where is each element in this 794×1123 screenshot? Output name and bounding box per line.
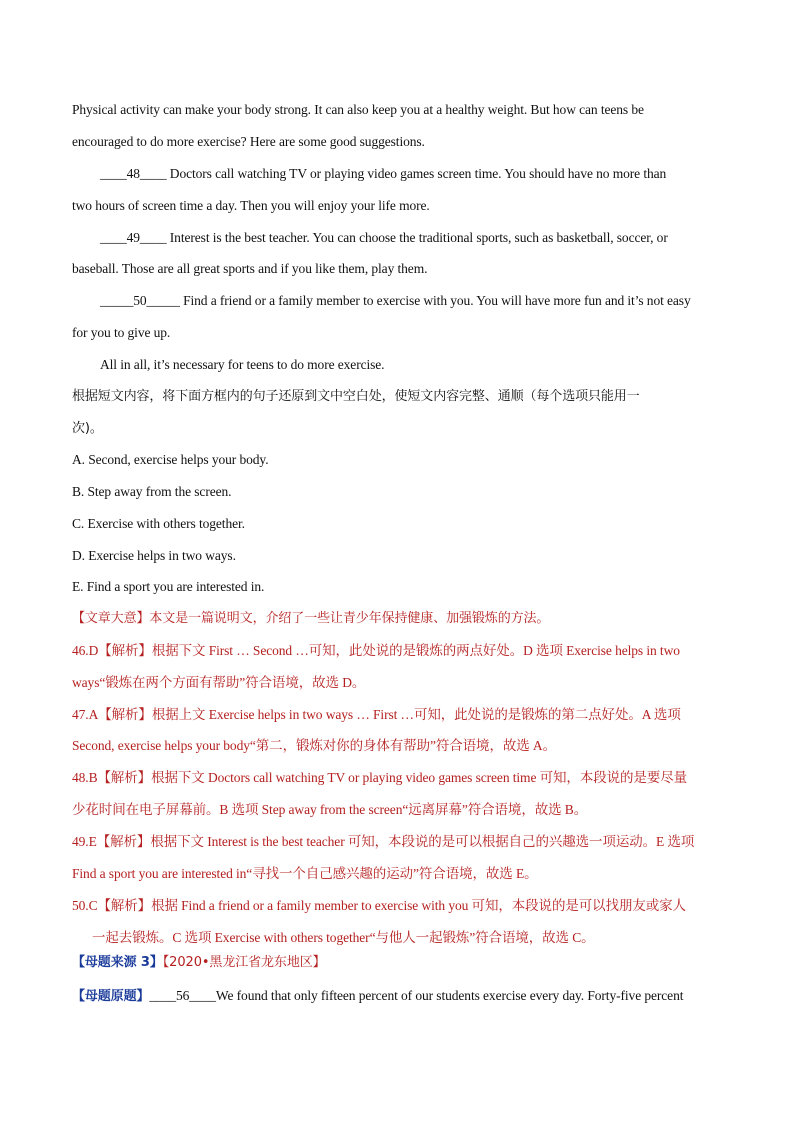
instruction: 次)。 [72, 421, 103, 436]
summary-text: 本文是一篇说明文，介绍了一些让青少年保持健康、加强锻炼的方法。 [149, 611, 550, 626]
option-c: C. Exercise with others together. [72, 516, 245, 531]
passage-line: Physical activity can make your body strong. It can also keep you at a healthy weight. But how can teens be [72, 102, 644, 117]
paragraph-49 [100, 228, 714, 248]
source-tag: 【母题来源 3】 [72, 955, 163, 970]
passage-line: encouraged to do more exercise? Here are some good suggestions. [72, 134, 425, 149]
option-d: D. Exercise helps in two ways. [72, 548, 236, 563]
original-question [72, 986, 714, 1007]
source-region: 【2020•黑龙江省龙东地区】 [162, 955, 326, 970]
blank-56: ____56____ [149, 988, 216, 1003]
paragraph-48 [100, 164, 714, 184]
summary-tag: 【文章大意】 [72, 611, 150, 626]
passage-line: for you to give up. [72, 325, 171, 340]
option-e: E. Find a sport you are interested in. [72, 579, 265, 594]
paragraph-text: Doctors call watching TV or playing video games screen time. You should have no more than [166, 166, 667, 181]
instruction: 根据短文内容，将下面方框内的句子还原到文中空白处，使短文内容完整、通顺（每个选项只能用一 [72, 389, 640, 404]
option-a: A. Second, exercise helps your body. [72, 452, 269, 467]
analysis-49: Find a sport you are interested in“寻找一个自己感兴趣的运动”符合语境，故选 E。 [72, 866, 538, 881]
original-text: We found that only fifteen percent of our students exercise every day. Forty-five percent [215, 988, 684, 1003]
analysis-46: ways“锻炼在两个方面有帮助”符合语境，故选 D。 [72, 675, 366, 690]
analysis-48: 少花时间在电子屏幕前。B 选项 Step away from the screen“远离屏幕”符合语境，故选 B。 [72, 802, 588, 817]
analysis-50: 50.C【解析】根据 Find a friend or a family member to exercise with you 可知，本段说的是可以找朋友或家人 [72, 898, 686, 913]
source-header [72, 953, 714, 973]
analysis-47: Second, exercise helps your body“第二，锻炼对你的身体有帮助”符合语境，故选 A。 [72, 738, 556, 753]
paragraph-text: Find a friend or a family member to exercise with you. You will have more fun and it’s not easy [179, 293, 691, 308]
blank-49: ____49____ [100, 230, 167, 245]
analysis-48: 48.B【解析】根据下文 Doctors call watching TV or playing video games screen time 可知，本段说的是要尽量 [72, 770, 688, 785]
article-summary [72, 609, 714, 629]
analysis-47: 47.A【解析】根据上文 Exercise helps in two ways … First …可知，此处说的是锻炼的第二点好处。A 选项 [72, 707, 681, 722]
original-tag: 【母题原题】 [72, 989, 150, 1004]
blank-50: _____50_____ [100, 293, 180, 308]
closing-sentence: All in all, it’s necessary for teens to do more exercise. [100, 357, 385, 372]
paragraph-50 [100, 291, 714, 311]
analysis-46: 46.D【解析】根据下文 First … Second …可知，此处说的是锻炼的两点好处。D 选项 Exercise helps in two [72, 643, 680, 658]
passage-line: two hours of screen time a day. Then you will enjoy your life more. [72, 198, 430, 213]
paragraph-text: Interest is the best teacher. You can choose the traditional sports, such as basketball, soccer, or [166, 230, 668, 245]
analysis-50: 一起去锻炼。C 选项 Exercise with others together“与他人一起锻炼”符合语境，故选 C。 [92, 930, 595, 945]
option-b: B. Step away from the screen. [72, 484, 232, 499]
blank-48: ____48____ [100, 166, 167, 181]
analysis-49: 49.E【解析】根据下文 Interest is the best teacher 可知，本段说的是可以根据自己的兴趣选一项运动。E 选项 [72, 834, 695, 849]
passage-line: baseball. Those are all great sports and if you like them, play them. [72, 261, 428, 276]
